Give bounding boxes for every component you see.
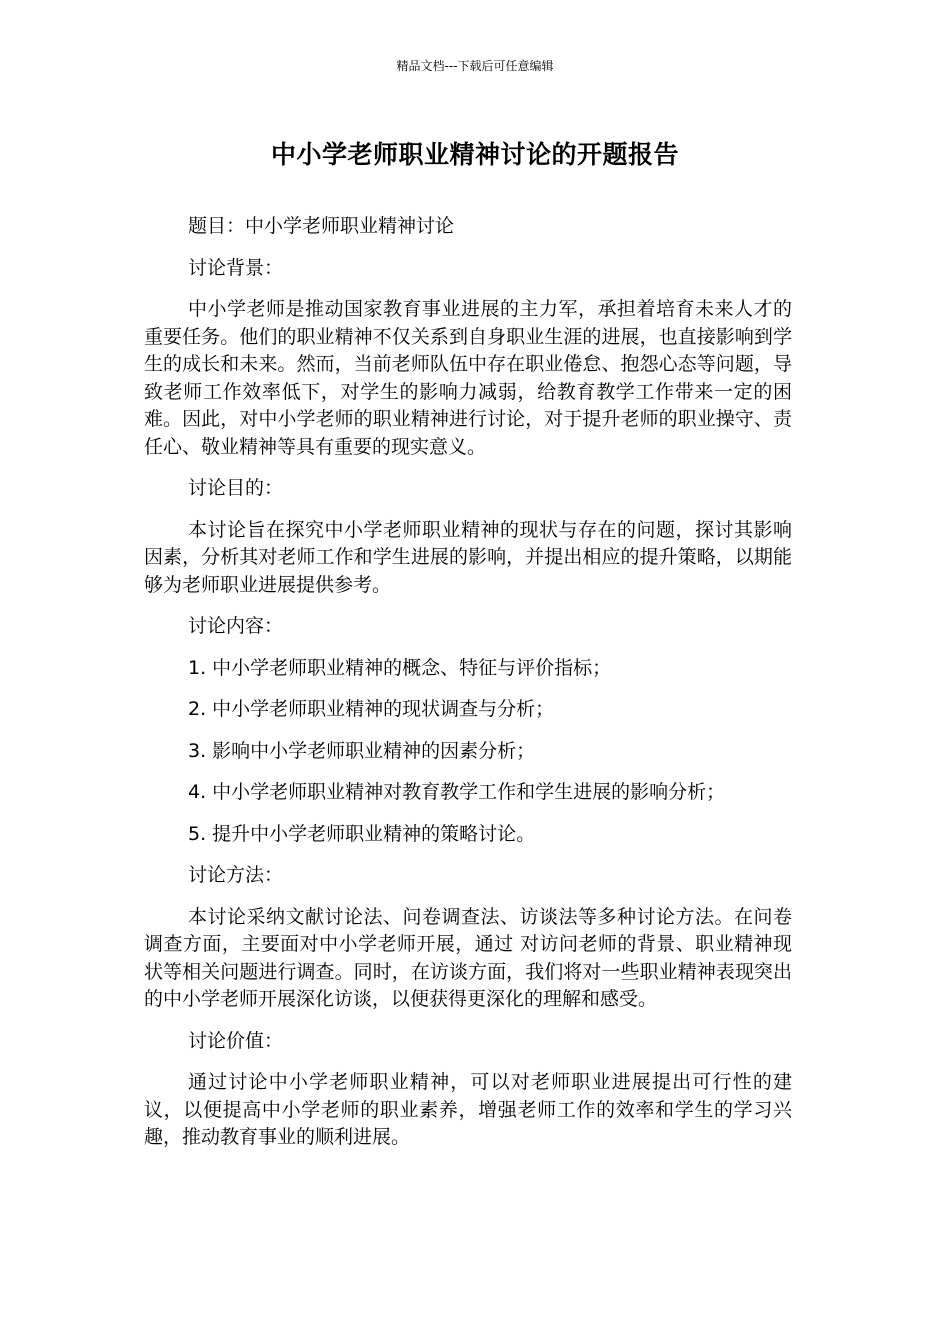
topic-line: 题目：中小学老师职业精神讨论 [188,215,455,237]
method-heading: 讨论方法： [188,864,284,886]
content-list-item: 2. 中小学老师职业精神的现状调查与分析； [188,698,555,720]
purpose-paragraph: 本讨论旨在探究中小学老师职业精神的现状与存在的问题，探讨其影响因素，分析其对老师工作和学生进展的影响，并提出相应的提升策略，以期能够为老师职业进展提供参考。 [144,518,792,596]
method-paragraph: 本讨论采纳文献讨论法、问卷调查法、访谈法等多种讨论方法。在问卷调查方面，主要面对中小学老师开展，通过 对访问老师的背景、职业精神现状等相关问题进行调查。同时，在访谈方面，我们将对一些职业精神表现突出的中小学老师开展深化访谈，以便获得更深化的理解和感受。 [144,905,792,1010]
value-heading: 讨论价值： [188,1029,284,1052]
document-body [144,213,792,1166]
content-list-item: 3. 影响中小学老师职业精神的因素分析； [188,739,536,762]
content-heading: 讨论内容： [188,615,284,637]
content-list-item: 1. 中小学老师职业精神的概念、特征与评价指标； [188,656,612,679]
content-list-item: 4. 中小学老师职业精神对教育教学工作和学生进展的影响分析； [188,781,726,803]
purpose-heading: 讨论目的： [188,477,284,499]
background-heading: 讨论背景： [188,256,284,279]
background-paragraph: 中小学老师是推动国家教育事业进展的主力军，承担着培育未来人才的重要任务。他们的职业精神不仅关系到自身职业生涯的进展，也直接影响到学生的成长和未来。然而，当前老师队伍中存在职业倦怠、抱怨心态等问题，导致老师工作效率低下，对学生的影响力减弱，给教育教学工作带来一定的困难。因此，对中小学老师的职业精神进行讨论，对于提升老师的职业操守、责任心、敬业精神等具有重要的现实意义。 [144,298,792,458]
value-paragraph: 通过讨论中小学老师职业精神，可以对老师职业进展提出可行性的建议，以便提高中小学老师的职业素养，增强老师工作的效率和学生的学习兴趣，推动教育事业的顺利进展。 [144,1071,792,1148]
document-title: 中小学老师职业精神讨论的开题报告 [270,140,679,169]
header-note: 精品文档---下载后可任意编辑 [396,59,554,73]
content-list-item: 5. 提升中小学老师职业精神的策略讨论。 [188,822,536,845]
